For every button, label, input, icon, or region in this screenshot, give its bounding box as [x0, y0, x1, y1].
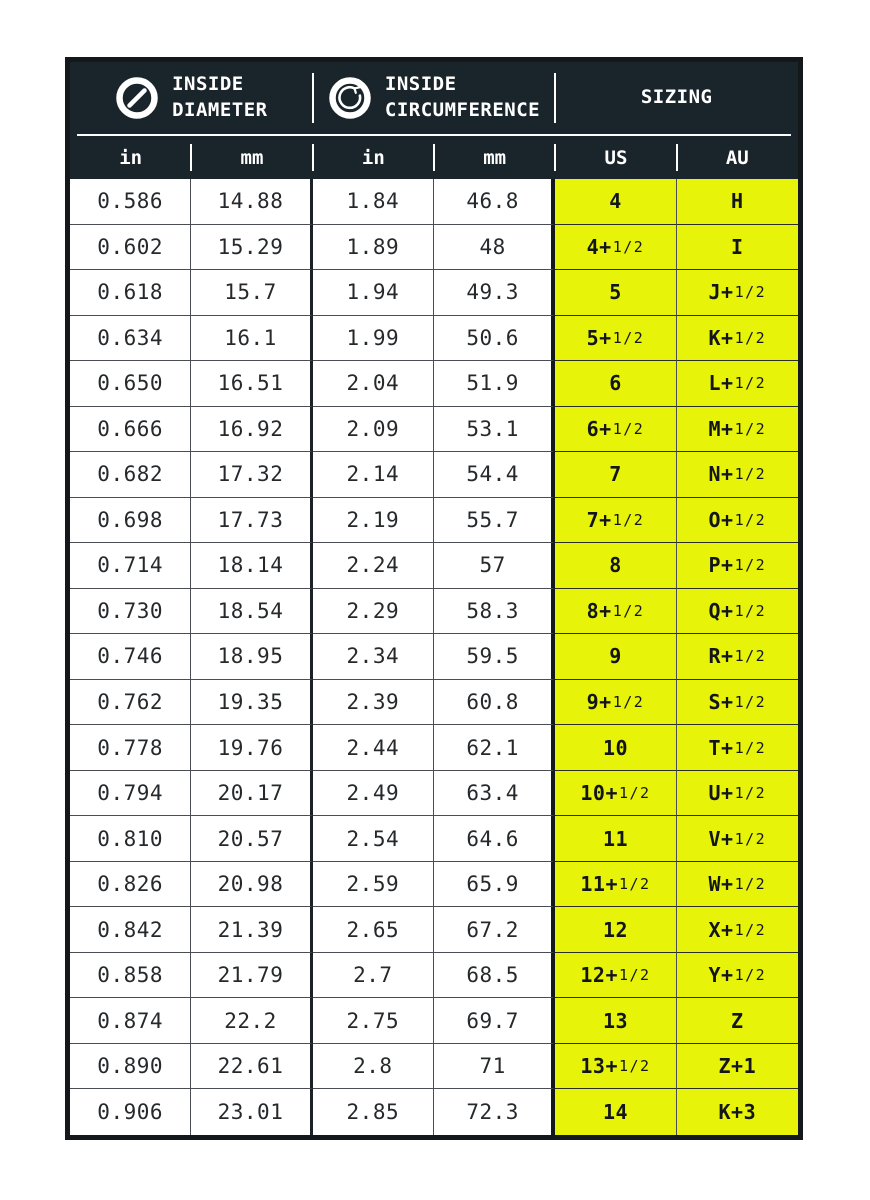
cell-diameter-in: 0.634 [70, 316, 191, 362]
cell-au-size: X+ 1/2 [677, 907, 798, 953]
cell-circumference-mm: 49.3 [434, 270, 555, 316]
cell-circumference-mm: 57 [434, 543, 555, 589]
cell-us-size: 6+ 1/2 [555, 407, 676, 453]
header-sizing [555, 62, 798, 134]
cell-diameter-in: 0.906 [70, 1089, 191, 1135]
cell-circumference-mm: 58.3 [434, 589, 555, 635]
cell-circumference-mm: 60.8 [434, 680, 555, 726]
cell-au-size: R+ 1/2 [677, 634, 798, 680]
header-text-line: DIAMETER [172, 99, 268, 121]
diameter-icon [115, 76, 159, 120]
header-text-line: INSIDE [384, 73, 457, 96]
header-inside-circumference [313, 62, 556, 134]
cell-us-size: 12 [555, 907, 676, 953]
cell-circumference-in: 2.75 [313, 998, 434, 1044]
cell-au-size: Q+ 1/2 [677, 589, 798, 635]
cell-diameter-mm: 20.98 [191, 862, 312, 908]
cell-us-size: 5 [555, 270, 676, 316]
cell-diameter-mm: 16.1 [191, 316, 312, 362]
column-header-us-size: US [555, 136, 676, 179]
cell-diameter-mm: 21.79 [191, 953, 312, 999]
cell-diameter-in: 0.858 [70, 953, 191, 999]
cell-diameter-mm: 18.14 [191, 543, 312, 589]
cell-au-size: N+ 1/2 [677, 452, 798, 498]
cell-diameter-mm: 18.54 [191, 589, 312, 635]
cell-au-size: T+ 1/2 [677, 725, 798, 771]
cell-us-size: 13 [555, 998, 676, 1044]
cell-us-size: 4+ 1/2 [555, 225, 676, 271]
cell-diameter-in: 0.890 [70, 1044, 191, 1090]
cell-us-size: 12+ 1/2 [555, 953, 676, 999]
cell-circumference-in: 2.29 [313, 589, 434, 635]
cell-circumference-in: 2.24 [313, 543, 434, 589]
cell-au-size: U+ 1/2 [677, 771, 798, 817]
cell-diameter-in: 0.746 [70, 634, 191, 680]
cell-us-size: 10+ 1/2 [555, 771, 676, 817]
cell-diameter-mm: 16.51 [191, 361, 312, 407]
cell-au-size: Y+ 1/2 [677, 953, 798, 999]
cell-circumference-mm: 59.5 [434, 634, 555, 680]
cell-circumference-mm: 71 [434, 1044, 555, 1090]
cell-diameter-in: 0.602 [70, 225, 191, 271]
cell-circumference-mm: 64.6 [434, 816, 555, 862]
header-inside-circumference-label [385, 72, 540, 123]
cell-diameter-mm: 22.61 [191, 1044, 312, 1090]
cell-diameter-in: 0.698 [70, 498, 191, 544]
column-header-au-size: AU [725, 146, 749, 169]
cell-circumference-mm: 54.4 [434, 452, 555, 498]
cell-circumference-in: 2.14 [313, 452, 434, 498]
cell-us-size: 5+ 1/2 [555, 316, 676, 362]
cell-au-size: O+ 1/2 [677, 498, 798, 544]
cell-au-size: V+ 1/2 [677, 816, 798, 862]
cell-diameter-mm: 15.29 [191, 225, 312, 271]
cell-au-size: S+ 1/2 [677, 680, 798, 726]
cell-diameter-in: 0.586 [70, 179, 191, 225]
cell-circumference-mm: 46.8 [434, 179, 555, 225]
cell-circumference-in: 1.99 [313, 316, 434, 362]
cell-diameter-in: 0.778 [70, 725, 191, 771]
table-body [70, 179, 798, 1135]
cell-circumference-in: 2.65 [313, 907, 434, 953]
cell-circumference-in: 1.84 [313, 179, 434, 225]
cell-diameter-mm: 23.01 [191, 1089, 312, 1135]
cell-au-size: M+ 1/2 [677, 407, 798, 453]
cell-circumference-mm: 48 [434, 225, 555, 271]
cell-diameter-mm: 17.73 [191, 498, 312, 544]
cell-diameter-in: 0.762 [70, 680, 191, 726]
cell-circumference-in: 2.7 [313, 953, 434, 999]
cell-circumference-mm: 62.1 [434, 725, 555, 771]
cell-circumference-in: 2.39 [313, 680, 434, 726]
cell-circumference-in: 2.85 [313, 1089, 434, 1135]
cell-circumference-mm: 55.7 [434, 498, 555, 544]
cell-diameter-in: 0.810 [70, 816, 191, 862]
cell-diameter-in: 0.682 [70, 452, 191, 498]
cell-us-size: 11+ 1/2 [555, 862, 676, 908]
column-header-diameter-in: in [70, 136, 191, 179]
cell-circumference-in: 2.59 [313, 862, 434, 908]
ring-sizing-table [65, 57, 803, 1140]
cell-circumference-in: 2.54 [313, 816, 434, 862]
cell-diameter-in: 0.666 [70, 407, 191, 453]
column-header-circumference-in: in [313, 136, 434, 179]
header-text-line: INSIDE [172, 73, 244, 96]
cell-circumference-in: 2.04 [313, 361, 434, 407]
cell-us-size: 11 [555, 816, 676, 862]
table-header [70, 62, 798, 179]
cell-circumference-mm: 51.9 [434, 361, 555, 407]
cell-au-size: W+ 1/2 [677, 862, 798, 908]
cell-circumference-in: 2.44 [313, 725, 434, 771]
cell-diameter-in: 0.730 [70, 589, 191, 635]
cell-diameter-in: 0.874 [70, 998, 191, 1044]
cell-circumference-mm: 67.2 [434, 907, 555, 953]
cell-us-size: 6 [555, 361, 676, 407]
cell-au-size: L+ 1/2 [677, 361, 798, 407]
cell-diameter-in: 0.826 [70, 862, 191, 908]
cell-diameter-mm: 20.57 [191, 816, 312, 862]
column-header-diameter-mm: mm [191, 136, 312, 179]
cell-us-size: 7 [555, 452, 676, 498]
cell-diameter-mm: 15.7 [191, 270, 312, 316]
cell-au-size: Z+1 [677, 1044, 798, 1090]
cell-circumference-in: 1.94 [313, 270, 434, 316]
header-text-line: SIZING [640, 86, 713, 109]
cell-diameter-mm: 20.17 [191, 771, 312, 817]
column-header-circumference-mm: mm [434, 136, 555, 179]
cell-au-size: K+ 1/2 [677, 316, 798, 362]
cell-us-size: 13+ 1/2 [555, 1044, 676, 1090]
cell-diameter-in: 0.714 [70, 543, 191, 589]
cell-diameter-mm: 17.32 [191, 452, 312, 498]
cell-us-size: 8 [555, 543, 676, 589]
cell-circumference-in: 2.8 [313, 1044, 434, 1090]
header-groups-row [70, 62, 798, 134]
cell-circumference-mm: 63.4 [434, 771, 555, 817]
cell-us-size: 4 [555, 179, 676, 225]
header-text-line: CIRCUMFERENCE [384, 99, 541, 121]
cell-circumference-in: 2.19 [313, 498, 434, 544]
cell-diameter-mm: 22.2 [191, 998, 312, 1044]
cell-diameter-mm: 19.35 [191, 680, 312, 726]
cell-diameter-in: 0.618 [70, 270, 191, 316]
cell-diameter-mm: 16.92 [191, 407, 312, 453]
cell-circumference-in: 2.34 [313, 634, 434, 680]
cell-circumference-in: 2.09 [313, 407, 434, 453]
cell-diameter-in: 0.842 [70, 907, 191, 953]
cell-us-size: 9+ 1/2 [555, 680, 676, 726]
cell-au-size: H [677, 179, 798, 225]
cell-au-size: Z [677, 998, 798, 1044]
cell-circumference-mm: 65.9 [434, 862, 555, 908]
header-inside-diameter [70, 62, 313, 134]
header-sizing-label [641, 85, 713, 111]
cell-au-size: J+ 1/2 [677, 270, 798, 316]
cell-us-size: 8+ 1/2 [555, 589, 676, 635]
cell-circumference-in: 1.89 [313, 225, 434, 271]
cell-diameter-mm: 14.88 [191, 179, 312, 225]
cell-circumference-in: 2.49 [313, 771, 434, 817]
cell-us-size: 7+ 1/2 [555, 498, 676, 544]
cell-diameter-in: 0.794 [70, 771, 191, 817]
cell-diameter-mm: 18.95 [191, 634, 312, 680]
cell-au-size: K+3 [677, 1089, 798, 1135]
cell-circumference-mm: 68.5 [434, 953, 555, 999]
header-inside-diameter-label [172, 72, 268, 123]
cell-circumference-mm: 72.3 [434, 1089, 555, 1135]
cell-circumference-mm: 69.7 [434, 998, 555, 1044]
units-row [70, 136, 798, 179]
circumference-icon [328, 76, 372, 120]
cell-us-size: 9 [555, 634, 676, 680]
cell-circumference-mm: 53.1 [434, 407, 555, 453]
cell-us-size: 14 [555, 1089, 676, 1135]
cell-au-size: P+ 1/2 [677, 543, 798, 589]
cell-circumference-mm: 50.6 [434, 316, 555, 362]
cell-diameter-in: 0.650 [70, 361, 191, 407]
cell-diameter-mm: 19.76 [191, 725, 312, 771]
cell-us-size: 10 [555, 725, 676, 771]
cell-au-size: I [677, 225, 798, 271]
cell-diameter-mm: 21.39 [191, 907, 312, 953]
